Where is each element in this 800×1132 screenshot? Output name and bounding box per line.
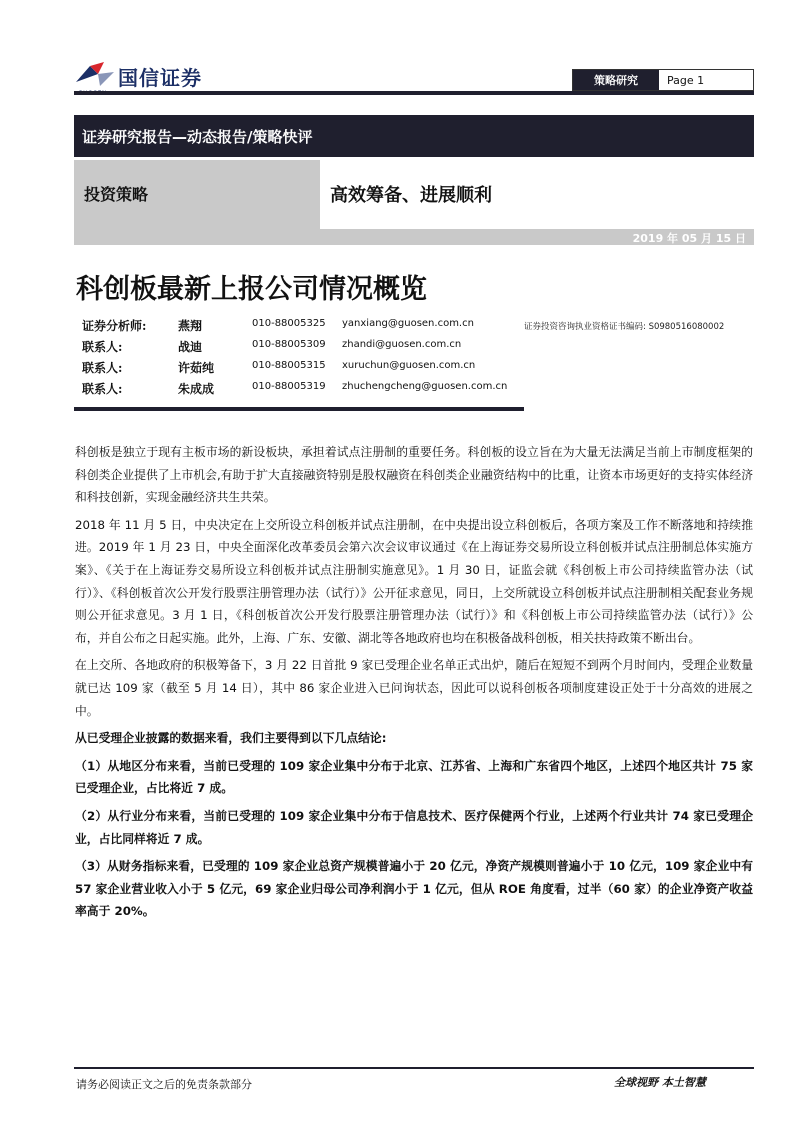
contact-name: 许茹纯	[178, 361, 215, 375]
contact-email[interactable]: yanxiang@guosen.com.cn	[342, 318, 474, 329]
page-number: Page 1	[667, 73, 705, 87]
body-paragraph: 在上交所、各地政府的积极筹备下，3 月 22 日首批 9 家已受理企业名单正式出炉，随后在短短不到两个月时间内，受理企业数量就已达 109 家（截至 5 月 14 日），其中 86 家企业进入已问询状态，因此可以说科创板各项制度建设正处于十分高效的进展之中。	[75, 658, 753, 718]
contact-phone: 010-88005309	[252, 339, 326, 350]
header-rule	[74, 91, 754, 95]
category-tag: 策略研究	[573, 70, 659, 90]
contact-row	[82, 338, 762, 359]
conclusion-heading: 从已受理企业披露的数据来看，我们主要得到以下几点结论:	[75, 731, 387, 746]
page-title: 科创板最新上报公司情况概览	[76, 274, 427, 305]
report-tag-box	[572, 69, 754, 91]
contact-role: 联系人:	[82, 361, 123, 375]
guosen-logo-icon	[74, 60, 116, 90]
contact-row	[82, 380, 762, 401]
report-subtitle: 高效筹备、进展顺利	[330, 185, 492, 206]
report-date: 2019 年 05 月 15 日	[632, 232, 746, 245]
contact-role: 联系人:	[82, 340, 123, 354]
footer-rule	[74, 1067, 754, 1069]
contact-name: 燕翔	[178, 319, 203, 333]
contact-email[interactable]: zhandi@guosen.com.cn	[342, 339, 462, 350]
contact-phone: 010-88005319	[252, 381, 326, 392]
footer-slogan: 全球视野 本土智慧	[614, 1076, 706, 1089]
contact-name: 战迪	[178, 340, 203, 354]
contact-row	[82, 359, 762, 380]
logo-text: 国信证券	[118, 66, 202, 90]
report-body	[75, 441, 753, 923]
contact-role: 联系人:	[82, 382, 123, 396]
contact-email[interactable]: xuruchun@guosen.com.cn	[342, 360, 476, 371]
contact-phone: 010-88005325	[252, 318, 326, 329]
conclusion-item: （3）从财务指标来看，已受理的 109 家企业总资产规模普遍小于 20 亿元，净资产规模则普遍小于 10 亿元，109 家企业中有 57 家企业营业收入小于 5 亿元，69 家企业归母公司净利润小于 1 亿元，但从 ROE 角度看，过半（60 家）的企业净资产收益率高于 20%。	[75, 859, 753, 919]
body-paragraph: 科创板是独立于现有主板市场的新设板块，承担着试点注册制的重要任务。科创板的设立旨在为大量无法满足当前上市制度框架的科创类企业提供了上市机会,有助于扩大直接融资特别是股权融资在科创类企业融资结构中的比重，让资本市场更好的支持实体经济和科技创新，实现金融经济共生共荣。	[75, 445, 753, 505]
date-bar	[74, 229, 754, 245]
certificate-number: 证券投资咨询执业资格证书编码: S0980516080002	[524, 322, 725, 332]
contacts-divider	[74, 407, 524, 411]
section-label: 投资策略	[84, 185, 149, 204]
section-box	[74, 160, 320, 230]
conclusion-item: （2）从行业分布来看，当前已受理的 109 家企业集中分布于信息技术、医疗保健两个行业，上述两个行业共计 74 家已受理企业，占比同样将近 7 成。	[75, 808, 753, 846]
conclusion-item: （1）从地区分布来看，当前已受理的 109 家企业集中分布于北京、江苏省、上海和广东省四个地区，上述四个地区共计 75 家已受理企业，占比将近 7 成。	[75, 758, 753, 796]
disclaimer-note: 请务必阅读正文之后的免责条款部分	[76, 1078, 252, 1091]
contact-phone: 010-88005315	[252, 360, 326, 371]
contact-name: 朱成成	[178, 382, 215, 396]
contact-role: 证券分析师:	[82, 319, 147, 333]
contact-email[interactable]: zhuchengcheng@guosen.com.cn	[342, 381, 508, 392]
body-paragraph: 2018 年 11 月 5 日，中央决定在上交所设立科创板并试点注册制，在中央提出设立科创板后，各项方案及工作不断落地和持续推进。2019 年 1 月 23 日，中央全面深化改革委员会第六次会议审议通过《在上海证券交易所设立科创板并试点注册制总体实施方案》、《关于在上海证券交易所设立科创板并试点注册制实施意见》。1 月 30 日，证监会就《科创板上市公司持续监管办法（试行）》、《科创板首次公开发行股票注册管理办法（试行）》公开征求意见，同日，上交所就设立科创板并试点注册制相关配套业务规则公开征求意见。3 月 1 日，《科创板首次公开发行股票注册管理办法（试行）》和《科创板上市公司持续监管办法（试行）》公布，并自公布之日起实施。此外，上海、广东、安徽、湖北等各地政府也均在积极备战科创板，相关扶持政策不断出台。	[75, 517, 753, 645]
report-type-banner: 证券研究报告—动态报告/策略快评	[74, 115, 754, 157]
